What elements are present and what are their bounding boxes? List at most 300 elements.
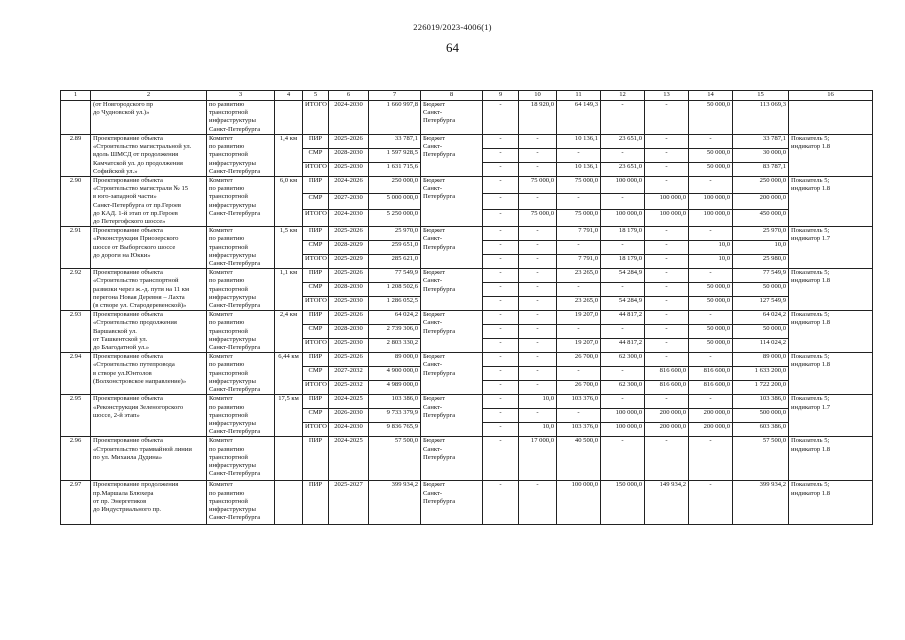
year-amount-cell: - <box>483 149 519 163</box>
year-amount-cell: - <box>557 409 601 423</box>
year-amount-cell: - <box>645 353 689 367</box>
year-amount-cell: 26 700,0 <box>557 381 601 395</box>
indicator-cell: Показатель 5; индикатор 1.8 <box>789 437 873 481</box>
year-amount-cell: - <box>519 481 557 525</box>
year-amount-cell: - <box>483 367 519 381</box>
year-amount-cell: - <box>689 353 733 367</box>
indicator-cell: Показатель 5; индикатор 1.8 <box>789 177 873 227</box>
row-number-cell: 2.92 <box>61 269 91 311</box>
year-amount-cell: - <box>645 395 689 409</box>
length-cell <box>275 437 303 481</box>
year-amount-cell: - <box>519 135 557 149</box>
year-amount-cell: 23 265,0 <box>557 297 601 311</box>
table-row <box>61 481 873 525</box>
object-name-cell: Проектирование объекта «Строительство продолжения Варшавской ул. от Ташкентской ул. до Благодатной ул.» <box>91 311 207 353</box>
responsible-org-cell: Комитет по развитию транспортной инфраструктуры Санкт-Петербурга <box>207 437 275 481</box>
year-amount-cell: 50 000,0 <box>689 163 733 177</box>
total-cost-cell: 4 900 000,0 <box>369 367 421 381</box>
year-amount-cell: 19 207,0 <box>557 339 601 353</box>
year-amount-cell: 399 934,2 <box>733 481 789 525</box>
column-number-cell: 8 <box>421 91 483 101</box>
stage-cell: ИТОГО <box>303 255 329 269</box>
year-amount-cell: 10 136,1 <box>557 135 601 149</box>
stage-cell: ПИР <box>303 395 329 409</box>
year-amount-cell: - <box>601 101 645 135</box>
period-cell: 2025-2026 <box>329 353 369 367</box>
year-amount-cell: 100 000,0 <box>601 409 645 423</box>
stage-cell: ПИР <box>303 353 329 367</box>
year-amount-cell: - <box>483 241 519 255</box>
year-amount-cell: - <box>689 481 733 525</box>
column-number-cell: 14 <box>689 91 733 101</box>
period-cell: 2024-2030 <box>329 101 369 135</box>
year-amount-cell: - <box>689 177 733 194</box>
year-amount-cell: - <box>483 423 519 437</box>
year-amount-cell: - <box>645 269 689 283</box>
year-amount-cell: - <box>519 339 557 353</box>
total-cost-cell: 25 970,0 <box>369 227 421 241</box>
column-number-cell: 13 <box>645 91 689 101</box>
year-amount-cell: 54 284,9 <box>601 297 645 311</box>
year-amount-cell: - <box>519 381 557 395</box>
column-number-cell: 1 <box>61 91 91 101</box>
object-name-cell: Проектирование объекта «Реконструкция Зеленогорского шоссе, 2-й этап» <box>91 395 207 437</box>
funding-source-cell: Бюджет Санкт- Петербурга <box>421 269 483 311</box>
year-amount-cell: 75 000,0 <box>557 210 601 227</box>
year-amount-cell: - <box>645 283 689 297</box>
year-amount-cell: - <box>483 339 519 353</box>
year-amount-cell: - <box>601 437 645 481</box>
year-amount-cell: - <box>519 227 557 241</box>
year-amount-cell: 500 000,0 <box>733 409 789 423</box>
funding-source-cell: Бюджет Санкт- Петербурга <box>421 481 483 525</box>
year-amount-cell: 50 000,0 <box>689 101 733 135</box>
column-number-cell: 4 <box>275 91 303 101</box>
year-amount-cell: 18 179,0 <box>601 255 645 269</box>
period-cell: 2024-2025 <box>329 437 369 481</box>
total-cost-cell: 1 208 502,6 <box>369 283 421 297</box>
year-amount-cell: - <box>483 283 519 297</box>
year-amount-cell: 75 000,0 <box>519 177 557 194</box>
year-amount-cell: - <box>483 163 519 177</box>
year-amount-cell: - <box>557 325 601 339</box>
year-amount-cell: 816 600,0 <box>689 367 733 381</box>
responsible-org-cell: Комитет по развитию транспортной инфраструктуры Санкт-Петербурга <box>207 269 275 311</box>
year-amount-cell: 23 265,0 <box>557 269 601 283</box>
year-amount-cell: 150 000,0 <box>601 481 645 525</box>
total-cost-cell: 250 000,0 <box>369 177 421 194</box>
year-amount-cell: - <box>689 269 733 283</box>
period-cell: 2026-2030 <box>329 409 369 423</box>
year-amount-cell: 100 000,0 <box>601 177 645 194</box>
funding-source-cell: Бюджет Санкт- Петербурга <box>421 177 483 227</box>
year-amount-cell: - <box>645 297 689 311</box>
responsible-org-cell: по развитию транспортной инфраструктуры Санкт-Петербурга <box>207 101 275 135</box>
stage-cell: ИТОГО <box>303 381 329 395</box>
funding-source-cell: Бюджет Санкт- Петербурга <box>421 101 483 135</box>
period-cell: 2025-2026 <box>329 269 369 283</box>
stage-cell: ИТОГО <box>303 339 329 353</box>
year-amount-cell: 23 651,0 <box>601 135 645 149</box>
program-table <box>60 90 873 525</box>
year-amount-cell: - <box>483 101 519 135</box>
year-amount-cell: - <box>519 297 557 311</box>
year-amount-cell: 103 386,0 <box>733 395 789 409</box>
year-amount-cell: 10,0 <box>689 241 733 255</box>
year-amount-cell: 83 787,1 <box>733 163 789 177</box>
year-amount-cell: 816 600,0 <box>645 367 689 381</box>
year-amount-cell: - <box>645 339 689 353</box>
year-amount-cell: 50 000,0 <box>689 297 733 311</box>
year-amount-cell: 200 000,0 <box>689 409 733 423</box>
year-amount-cell: - <box>519 325 557 339</box>
stage-cell: СМР <box>303 367 329 381</box>
year-amount-cell: - <box>483 395 519 409</box>
row-number-cell <box>61 101 91 135</box>
stage-cell: СМР <box>303 325 329 339</box>
table-row <box>61 177 873 194</box>
year-amount-cell: - <box>483 437 519 481</box>
year-amount-cell: 50 000,0 <box>689 325 733 339</box>
object-name-cell: Проектирование объекта «Строительство транспортной развязки через ж.-д. пути на 11 км перегона Новая Деревня – Лахта (в створе ул. Стародеревенской)» <box>91 269 207 311</box>
column-number-cell: 7 <box>369 91 421 101</box>
length-cell: 6,44 км <box>275 353 303 395</box>
stage-cell: ПИР <box>303 135 329 149</box>
year-amount-cell: - <box>483 269 519 283</box>
year-amount-cell: 44 817,2 <box>601 339 645 353</box>
stage-cell: ИТОГО <box>303 297 329 311</box>
year-amount-cell: 7 791,0 <box>557 227 601 241</box>
year-amount-cell: 64 024,2 <box>733 311 789 325</box>
year-amount-cell: - <box>483 353 519 367</box>
indicator-cell: Показатель 5; индикатор 1.8 <box>789 481 873 525</box>
period-cell: 2024-2030 <box>329 210 369 227</box>
total-cost-cell: 57 500,0 <box>369 437 421 481</box>
length-cell: 2,4 км <box>275 311 303 353</box>
column-number-cell: 16 <box>789 91 873 101</box>
year-amount-cell: - <box>645 149 689 163</box>
total-cost-cell: 259 651,0 <box>369 241 421 255</box>
year-amount-cell: 25 980,0 <box>733 255 789 269</box>
total-cost-cell: 9 733 379,9 <box>369 409 421 423</box>
year-amount-cell: 1 633 200,0 <box>733 367 789 381</box>
period-cell: 2027-2030 <box>329 193 369 210</box>
table-row <box>61 395 873 409</box>
year-amount-cell: 18 179,0 <box>601 227 645 241</box>
stage-cell: ПИР <box>303 311 329 325</box>
row-number-cell: 2.97 <box>61 481 91 525</box>
column-number-cell: 15 <box>733 91 789 101</box>
year-amount-cell: - <box>557 367 601 381</box>
stage-cell: ИТОГО <box>303 163 329 177</box>
year-amount-cell: - <box>645 177 689 194</box>
object-name-cell: Проектирование продолжения пр.Маршала Блюхера от пр. Энергетиков до Индустриального пр. <box>91 481 207 525</box>
year-amount-cell: 57 500,0 <box>733 437 789 481</box>
year-amount-cell: 75 000,0 <box>519 210 557 227</box>
period-cell: 2025-2029 <box>329 255 369 269</box>
year-amount-cell: - <box>645 311 689 325</box>
year-amount-cell: 114 024,2 <box>733 339 789 353</box>
year-amount-cell: 75 000,0 <box>557 177 601 194</box>
year-amount-cell: 603 386,0 <box>733 423 789 437</box>
length-cell <box>275 101 303 135</box>
year-amount-cell: 100 000,0 <box>557 481 601 525</box>
period-cell: 2025-2032 <box>329 381 369 395</box>
year-amount-cell: - <box>483 381 519 395</box>
year-amount-cell: - <box>689 311 733 325</box>
year-amount-cell: 10,0 <box>519 423 557 437</box>
year-amount-cell: - <box>483 311 519 325</box>
year-amount-cell: 89 000,0 <box>733 353 789 367</box>
year-amount-cell: - <box>645 135 689 149</box>
period-cell: 2025-2026 <box>329 227 369 241</box>
period-cell: 2028-2029 <box>329 241 369 255</box>
responsible-org-cell: Комитет по развитию транспортной инфраструктуры Санкт-Петербурга <box>207 481 275 525</box>
year-amount-cell: 44 817,2 <box>601 311 645 325</box>
period-cell: 2025-2027 <box>329 481 369 525</box>
year-amount-cell: - <box>519 149 557 163</box>
year-amount-cell: 127 549,9 <box>733 297 789 311</box>
year-amount-cell: 100 000,0 <box>645 193 689 210</box>
funding-source-cell: Бюджет Санкт- Петербурга <box>421 395 483 437</box>
column-number-cell: 9 <box>483 91 519 101</box>
year-amount-cell: - <box>557 283 601 297</box>
year-amount-cell: - <box>483 325 519 339</box>
indicator-cell: Показатель 5; индикатор 1.8 <box>789 269 873 311</box>
year-amount-cell: 50 000,0 <box>733 283 789 297</box>
year-amount-cell: 100 000,0 <box>645 210 689 227</box>
year-amount-cell: 113 069,3 <box>733 101 789 135</box>
year-amount-cell: - <box>601 395 645 409</box>
page-number: 64 <box>446 40 459 55</box>
period-cell: 2024-2025 <box>329 395 369 409</box>
year-amount-cell: 18 920,0 <box>519 101 557 135</box>
row-number-cell: 2.89 <box>61 135 91 177</box>
object-name-cell: Проектирование объекта «Строительство магистральной ул. вдоль ШМСД от продолжения Камчатской ул. до продолжения Софийской ул.» <box>91 135 207 177</box>
year-amount-cell: 23 651,0 <box>601 163 645 177</box>
row-number-cell: 2.96 <box>61 437 91 481</box>
year-amount-cell: 19 207,0 <box>557 311 601 325</box>
row-number-cell: 2.95 <box>61 395 91 437</box>
length-cell: 1,1 км <box>275 269 303 311</box>
total-cost-cell: 5 250 000,0 <box>369 210 421 227</box>
period-cell: 2028-2030 <box>329 283 369 297</box>
total-cost-cell: 2 739 306,0 <box>369 325 421 339</box>
period-cell: 2025-2030 <box>329 163 369 177</box>
total-cost-cell: 103 386,0 <box>369 395 421 409</box>
object-name-cell: Проектирование объекта «Строительство трамвайной линии по ул. Михаила Дудина» <box>91 437 207 481</box>
year-amount-cell: - <box>519 311 557 325</box>
total-cost-cell: 4 989 000,0 <box>369 381 421 395</box>
stage-cell: СМР <box>303 149 329 163</box>
year-amount-cell: 50 000,0 <box>689 149 733 163</box>
year-amount-cell: 17 000,0 <box>519 437 557 481</box>
stage-cell: ПИР <box>303 481 329 525</box>
total-cost-cell: 5 000 000,0 <box>369 193 421 210</box>
year-amount-cell: - <box>557 149 601 163</box>
year-amount-cell: - <box>519 163 557 177</box>
table-row <box>61 311 873 325</box>
year-amount-cell: 10 136,1 <box>557 163 601 177</box>
period-cell: 2028-2030 <box>329 149 369 163</box>
year-amount-cell: - <box>483 210 519 227</box>
column-number-cell: 12 <box>601 91 645 101</box>
length-cell: 17,5 км <box>275 395 303 437</box>
year-amount-cell: - <box>483 177 519 194</box>
year-amount-cell: - <box>601 283 645 297</box>
period-cell: 2025-2026 <box>329 135 369 149</box>
year-amount-cell: 100 000,0 <box>601 423 645 437</box>
funding-source-cell: Бюджет Санкт- Петербурга <box>421 227 483 269</box>
row-number-cell: 2.93 <box>61 311 91 353</box>
row-number-cell: 2.91 <box>61 227 91 269</box>
year-amount-cell: - <box>483 481 519 525</box>
year-amount-cell: - <box>557 193 601 210</box>
year-amount-cell: 54 284,9 <box>601 269 645 283</box>
length-cell: 1,4 км <box>275 135 303 177</box>
year-amount-cell: - <box>645 255 689 269</box>
period-cell: 2028-2030 <box>329 325 369 339</box>
year-amount-cell: 50 000,0 <box>689 283 733 297</box>
row-number-cell: 2.94 <box>61 353 91 395</box>
year-amount-cell: - <box>601 149 645 163</box>
year-amount-cell: - <box>601 367 645 381</box>
total-cost-cell: 77 549,9 <box>369 269 421 283</box>
year-amount-cell: 77 549,9 <box>733 269 789 283</box>
year-amount-cell: 250 000,0 <box>733 177 789 194</box>
stage-cell: ПИР <box>303 177 329 194</box>
stage-cell: ПИР <box>303 227 329 241</box>
column-number-cell: 3 <box>207 91 275 101</box>
year-amount-cell: - <box>601 193 645 210</box>
year-amount-cell: - <box>689 135 733 149</box>
year-amount-cell: 50 000,0 <box>689 339 733 353</box>
length-cell: 1,5 км <box>275 227 303 269</box>
year-amount-cell: 62 300,0 <box>601 353 645 367</box>
period-cell: 2025-2030 <box>329 297 369 311</box>
year-amount-cell: 30 000,0 <box>733 149 789 163</box>
total-cost-cell: 1 660 997,8 <box>369 101 421 135</box>
year-amount-cell: - <box>689 227 733 241</box>
responsible-org-cell: Комитет по развитию транспортной инфраструктуры Санкт-Петербурга <box>207 177 275 227</box>
year-amount-cell: 103 376,0 <box>557 395 601 409</box>
year-amount-cell: 200 000,0 <box>645 423 689 437</box>
stage-cell: ИТОГО <box>303 210 329 227</box>
indicator-cell: Показатель 5; индикатор 1.7 <box>789 395 873 437</box>
column-number-row <box>61 91 873 101</box>
stage-cell: ПИР <box>303 269 329 283</box>
funding-source-cell: Бюджет Санкт- Петербурга <box>421 437 483 481</box>
year-amount-cell: - <box>645 101 689 135</box>
year-amount-cell: 62 300,0 <box>601 381 645 395</box>
year-amount-cell: - <box>557 241 601 255</box>
funding-source-cell: Бюджет Санкт- Петербурга <box>421 353 483 395</box>
year-amount-cell: - <box>519 409 557 423</box>
period-cell: 2025-2026 <box>329 311 369 325</box>
year-amount-cell: - <box>601 241 645 255</box>
object-name-cell: Проектирование объекта «Строительство путепровода в створе ул.Юнтолов (Волхонстровское направление)» <box>91 353 207 395</box>
table-row <box>61 227 873 241</box>
year-amount-cell: - <box>483 297 519 311</box>
stage-cell: ИТОГО <box>303 101 329 135</box>
period-cell: 2024-2026 <box>329 177 369 194</box>
indicator-cell <box>789 101 873 135</box>
total-cost-cell: 89 000,0 <box>369 353 421 367</box>
length-cell: 6,0 км <box>275 177 303 227</box>
stage-cell: СМР <box>303 241 329 255</box>
stage-cell: СМР <box>303 409 329 423</box>
indicator-cell: Показатель 5; индикатор 1.7 <box>789 227 873 269</box>
responsible-org-cell: Комитет по развитию транспортной инфраструктуры Санкт-Петербурга <box>207 311 275 353</box>
period-cell: 2024-2030 <box>329 423 369 437</box>
year-amount-cell: 33 787,1 <box>733 135 789 149</box>
year-amount-cell: 10,0 <box>519 395 557 409</box>
year-amount-cell: 1 722 200,0 <box>733 381 789 395</box>
column-number-cell: 5 <box>303 91 329 101</box>
column-number-cell: 6 <box>329 91 369 101</box>
stage-cell: ИТОГО <box>303 423 329 437</box>
year-amount-cell: - <box>519 367 557 381</box>
column-number-cell: 10 <box>519 91 557 101</box>
funding-source-cell: Бюджет Санкт- Петербурга <box>421 135 483 177</box>
year-amount-cell: 450 000,0 <box>733 210 789 227</box>
document-number: 226019/2023-4006(1) <box>413 22 492 32</box>
year-amount-cell: - <box>483 409 519 423</box>
stage-cell: СМР <box>303 283 329 297</box>
year-amount-cell: 816 600,0 <box>645 381 689 395</box>
object-name-cell: (от Новгородского пр до Чудновской ул.)» <box>91 101 207 135</box>
responsible-org-cell: Комитет по развитию транспортной инфраструктуры Санкт-Петербурга <box>207 227 275 269</box>
indicator-cell: Показатель 5; индикатор 1.8 <box>789 353 873 395</box>
table-row <box>61 135 873 149</box>
year-amount-cell: - <box>645 227 689 241</box>
year-amount-cell: 26 700,0 <box>557 353 601 367</box>
object-name-cell: Проектирование объекта «Строительство магистрали № 15 в юго-западной части» Санкт-Петербурга от пр.Героев до КАД. 1-й этап от пр.Героев до Петергофского шоссе» <box>91 177 207 227</box>
year-amount-cell: - <box>483 255 519 269</box>
year-amount-cell: 25 970,0 <box>733 227 789 241</box>
year-amount-cell: 50 000,0 <box>733 325 789 339</box>
year-amount-cell: 10,0 <box>733 241 789 255</box>
total-cost-cell: 285 621,0 <box>369 255 421 269</box>
year-amount-cell: 7 791,0 <box>557 255 601 269</box>
column-number-cell: 11 <box>557 91 601 101</box>
year-amount-cell: - <box>645 163 689 177</box>
responsible-org-cell: Комитет по развитию транспортной инфраструктуры Санкт-Петербурга <box>207 395 275 437</box>
year-amount-cell: - <box>689 395 733 409</box>
year-amount-cell: 816 600,0 <box>689 381 733 395</box>
year-amount-cell: 64 149,3 <box>557 101 601 135</box>
total-cost-cell: 1 286 052,5 <box>369 297 421 311</box>
year-amount-cell: 100 000,0 <box>689 210 733 227</box>
responsible-org-cell: Комитет по развитию транспортной инфраструктуры Санкт-Петербурга <box>207 353 275 395</box>
year-amount-cell: - <box>483 227 519 241</box>
table-body <box>61 101 873 525</box>
row-number-cell: 2.90 <box>61 177 91 227</box>
year-amount-cell: - <box>601 325 645 339</box>
year-amount-cell: - <box>645 325 689 339</box>
indicator-cell: Показатель 5; индикатор 1.8 <box>789 311 873 353</box>
total-cost-cell: 9 836 765,9 <box>369 423 421 437</box>
table-row <box>61 269 873 283</box>
column-number-cell: 2 <box>91 91 207 101</box>
table-row <box>61 437 873 481</box>
year-amount-cell: - <box>519 241 557 255</box>
table-row <box>61 353 873 367</box>
responsible-org-cell: Комитет по развитию транспортной инфраструктуры Санкт-Петербурга <box>207 135 275 177</box>
year-amount-cell: - <box>645 241 689 255</box>
total-cost-cell: 1 597 928,5 <box>369 149 421 163</box>
total-cost-cell: 33 787,1 <box>369 135 421 149</box>
